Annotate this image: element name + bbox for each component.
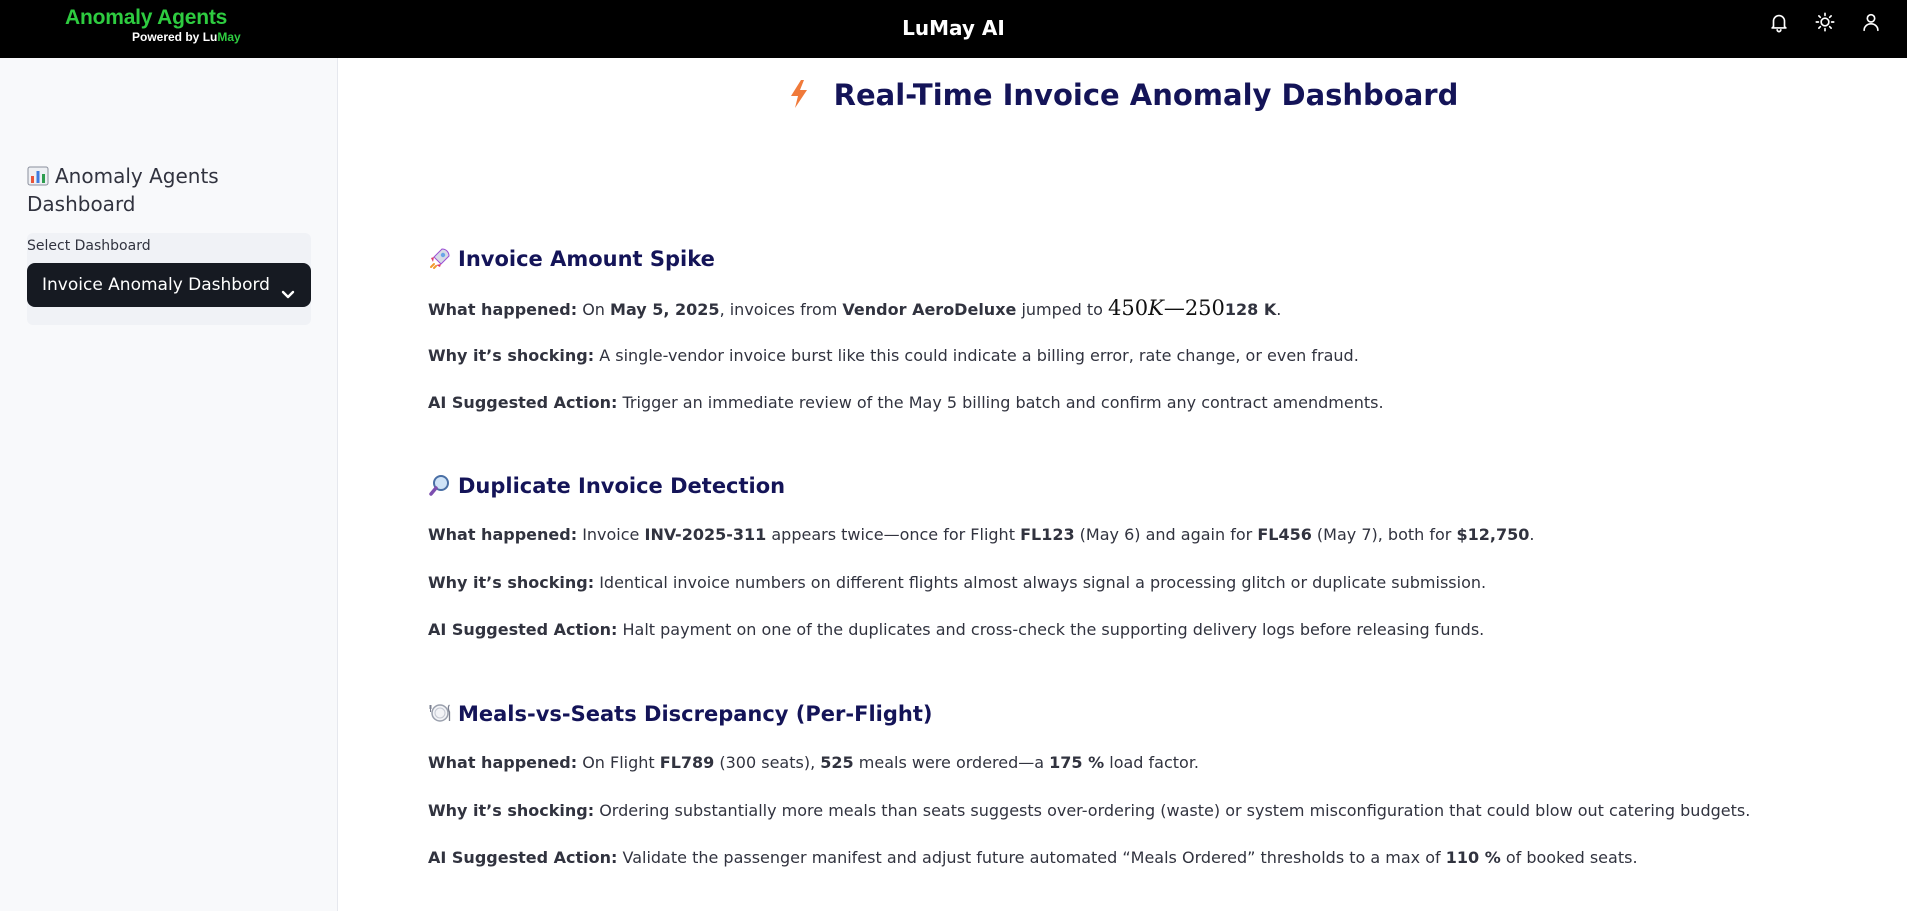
math-part: K xyxy=(1148,296,1164,320)
action-label: AI Suggested Action: xyxy=(428,620,618,639)
what-label: What happened: xyxy=(428,753,578,772)
load-factor: 175 % xyxy=(1049,753,1105,772)
action-label: AI Suggested Action: xyxy=(428,393,618,412)
text: , invoices from xyxy=(719,300,843,319)
app-title: LuMay AI xyxy=(902,16,1005,40)
text: (May 7), both for xyxy=(1311,525,1457,544)
why-text: Ordering substantially more meals than seats suggests over-ordering (waste) or system misconfiguration that could blow out catering budgets. xyxy=(599,801,1751,820)
why-shocking-line xyxy=(428,572,1486,594)
text: On xyxy=(582,300,611,319)
top-bar xyxy=(0,0,1907,58)
ai-action-line xyxy=(428,847,1638,869)
lightning-icon xyxy=(788,79,810,109)
brand-logo xyxy=(65,6,265,44)
why-label: Why it’s shocking: xyxy=(428,573,595,592)
action-label: AI Suggested Action: xyxy=(428,848,618,867)
what-happened-line xyxy=(428,524,1534,546)
section-heading xyxy=(428,245,1828,273)
flight-id: FL123 xyxy=(1020,525,1075,544)
action-text: Validate the passenger manifest and adjust future automated “Meals Ordered” thresholds to a max of xyxy=(622,848,1446,867)
text: On Flight xyxy=(582,753,660,772)
brand-sub-accent: May xyxy=(217,30,241,44)
section-duplicate-invoice xyxy=(428,472,1828,652)
action-text: Trigger an immediate review of the May 5 billing batch and confirm any contract amendments. xyxy=(622,393,1384,412)
plate-icon xyxy=(428,701,452,725)
threshold-value: 110 % xyxy=(1445,848,1501,867)
what-happened-line xyxy=(428,297,1281,321)
date-value: May 5, 2025 xyxy=(610,300,720,319)
magnifier-icon xyxy=(428,473,452,497)
section-invoice-spike xyxy=(428,245,1828,425)
section-heading xyxy=(428,700,1828,728)
action-text: of booked seats. xyxy=(1500,848,1638,867)
text: meals were ordered—a xyxy=(853,753,1050,772)
page-title-text: Real-Time Invoice Anomaly Dashboard xyxy=(833,78,1459,112)
math-part: 450 xyxy=(1108,296,1149,320)
section-heading-text: Invoice Amount Spike xyxy=(458,247,715,271)
brand-subtitle xyxy=(132,30,265,44)
text: jumped to xyxy=(1016,300,1109,319)
math-part: 250 xyxy=(1184,296,1225,320)
bar-chart-icon xyxy=(27,165,49,185)
action-text: Halt payment on one of the duplicates and cross-check the supporting delivery logs before releasing funds. xyxy=(622,620,1485,639)
ai-action-line xyxy=(428,392,1384,414)
amount-value: $12,750 xyxy=(1456,525,1530,544)
main-content xyxy=(339,58,1907,911)
text: . xyxy=(1529,525,1535,544)
why-text: A single-vendor invoice burst like this could indicate a billing error, rate change, or even fraud. xyxy=(599,346,1359,365)
section-meals-vs-seats xyxy=(428,700,1828,880)
math-part: — xyxy=(1163,296,1185,320)
text: appears twice—once for Flight xyxy=(766,525,1021,544)
sidebar-heading xyxy=(27,162,317,218)
why-label: Why it’s shocking: xyxy=(428,801,595,820)
what-happened-line xyxy=(428,752,1199,774)
what-label: What happened: xyxy=(428,525,578,544)
top-icons xyxy=(1765,8,1885,36)
text: (May 6) and again for xyxy=(1074,525,1258,544)
text: (300 seats), xyxy=(714,753,821,772)
why-label: Why it’s shocking: xyxy=(428,346,595,365)
flight-id: FL456 xyxy=(1257,525,1312,544)
user-icon[interactable] xyxy=(1857,8,1885,36)
chevron-down-icon xyxy=(279,276,297,294)
text: Invoice xyxy=(582,525,645,544)
page-title xyxy=(339,76,1907,114)
what-label: What happened: xyxy=(428,300,578,319)
select-dashboard-label: Select Dashboard xyxy=(27,238,151,254)
why-shocking-line xyxy=(428,800,1750,822)
sun-icon[interactable] xyxy=(1811,8,1839,36)
section-heading-text: Duplicate Invoice Detection xyxy=(458,474,786,498)
math-expression xyxy=(1108,296,1225,320)
brand-sub-prefix: Powered by Lu xyxy=(132,30,218,44)
dashboard-select-value: Invoice Anomaly Dashbord xyxy=(42,275,270,295)
section-heading xyxy=(428,472,1828,500)
dashboard-select[interactable] xyxy=(27,263,311,307)
ai-action-line xyxy=(428,619,1484,641)
amount-value: 128 K xyxy=(1224,300,1277,319)
vendor-name: Vendor AeroDeluxe xyxy=(842,300,1017,319)
brand-title: Anomaly Agents xyxy=(65,6,228,29)
text: . xyxy=(1276,300,1282,319)
invoice-id: INV-2025-311 xyxy=(644,525,767,544)
sidebar xyxy=(0,58,338,911)
rocket-icon xyxy=(428,246,452,270)
bell-icon[interactable] xyxy=(1765,8,1793,36)
meals-count: 525 xyxy=(820,753,854,772)
why-text: Identical invoice numbers on different flights almost always signal a processing glitch or duplicate submission. xyxy=(599,573,1487,592)
flight-id: FL789 xyxy=(659,753,715,772)
dashboard-select-container xyxy=(27,233,311,325)
sidebar-heading-text: Anomaly Agents Dashboard xyxy=(27,164,219,216)
why-shocking-line xyxy=(428,345,1359,367)
section-heading-text: Meals-vs-Seats Discrepancy (Per-Flight) xyxy=(458,702,933,726)
text: load factor. xyxy=(1104,753,1200,772)
